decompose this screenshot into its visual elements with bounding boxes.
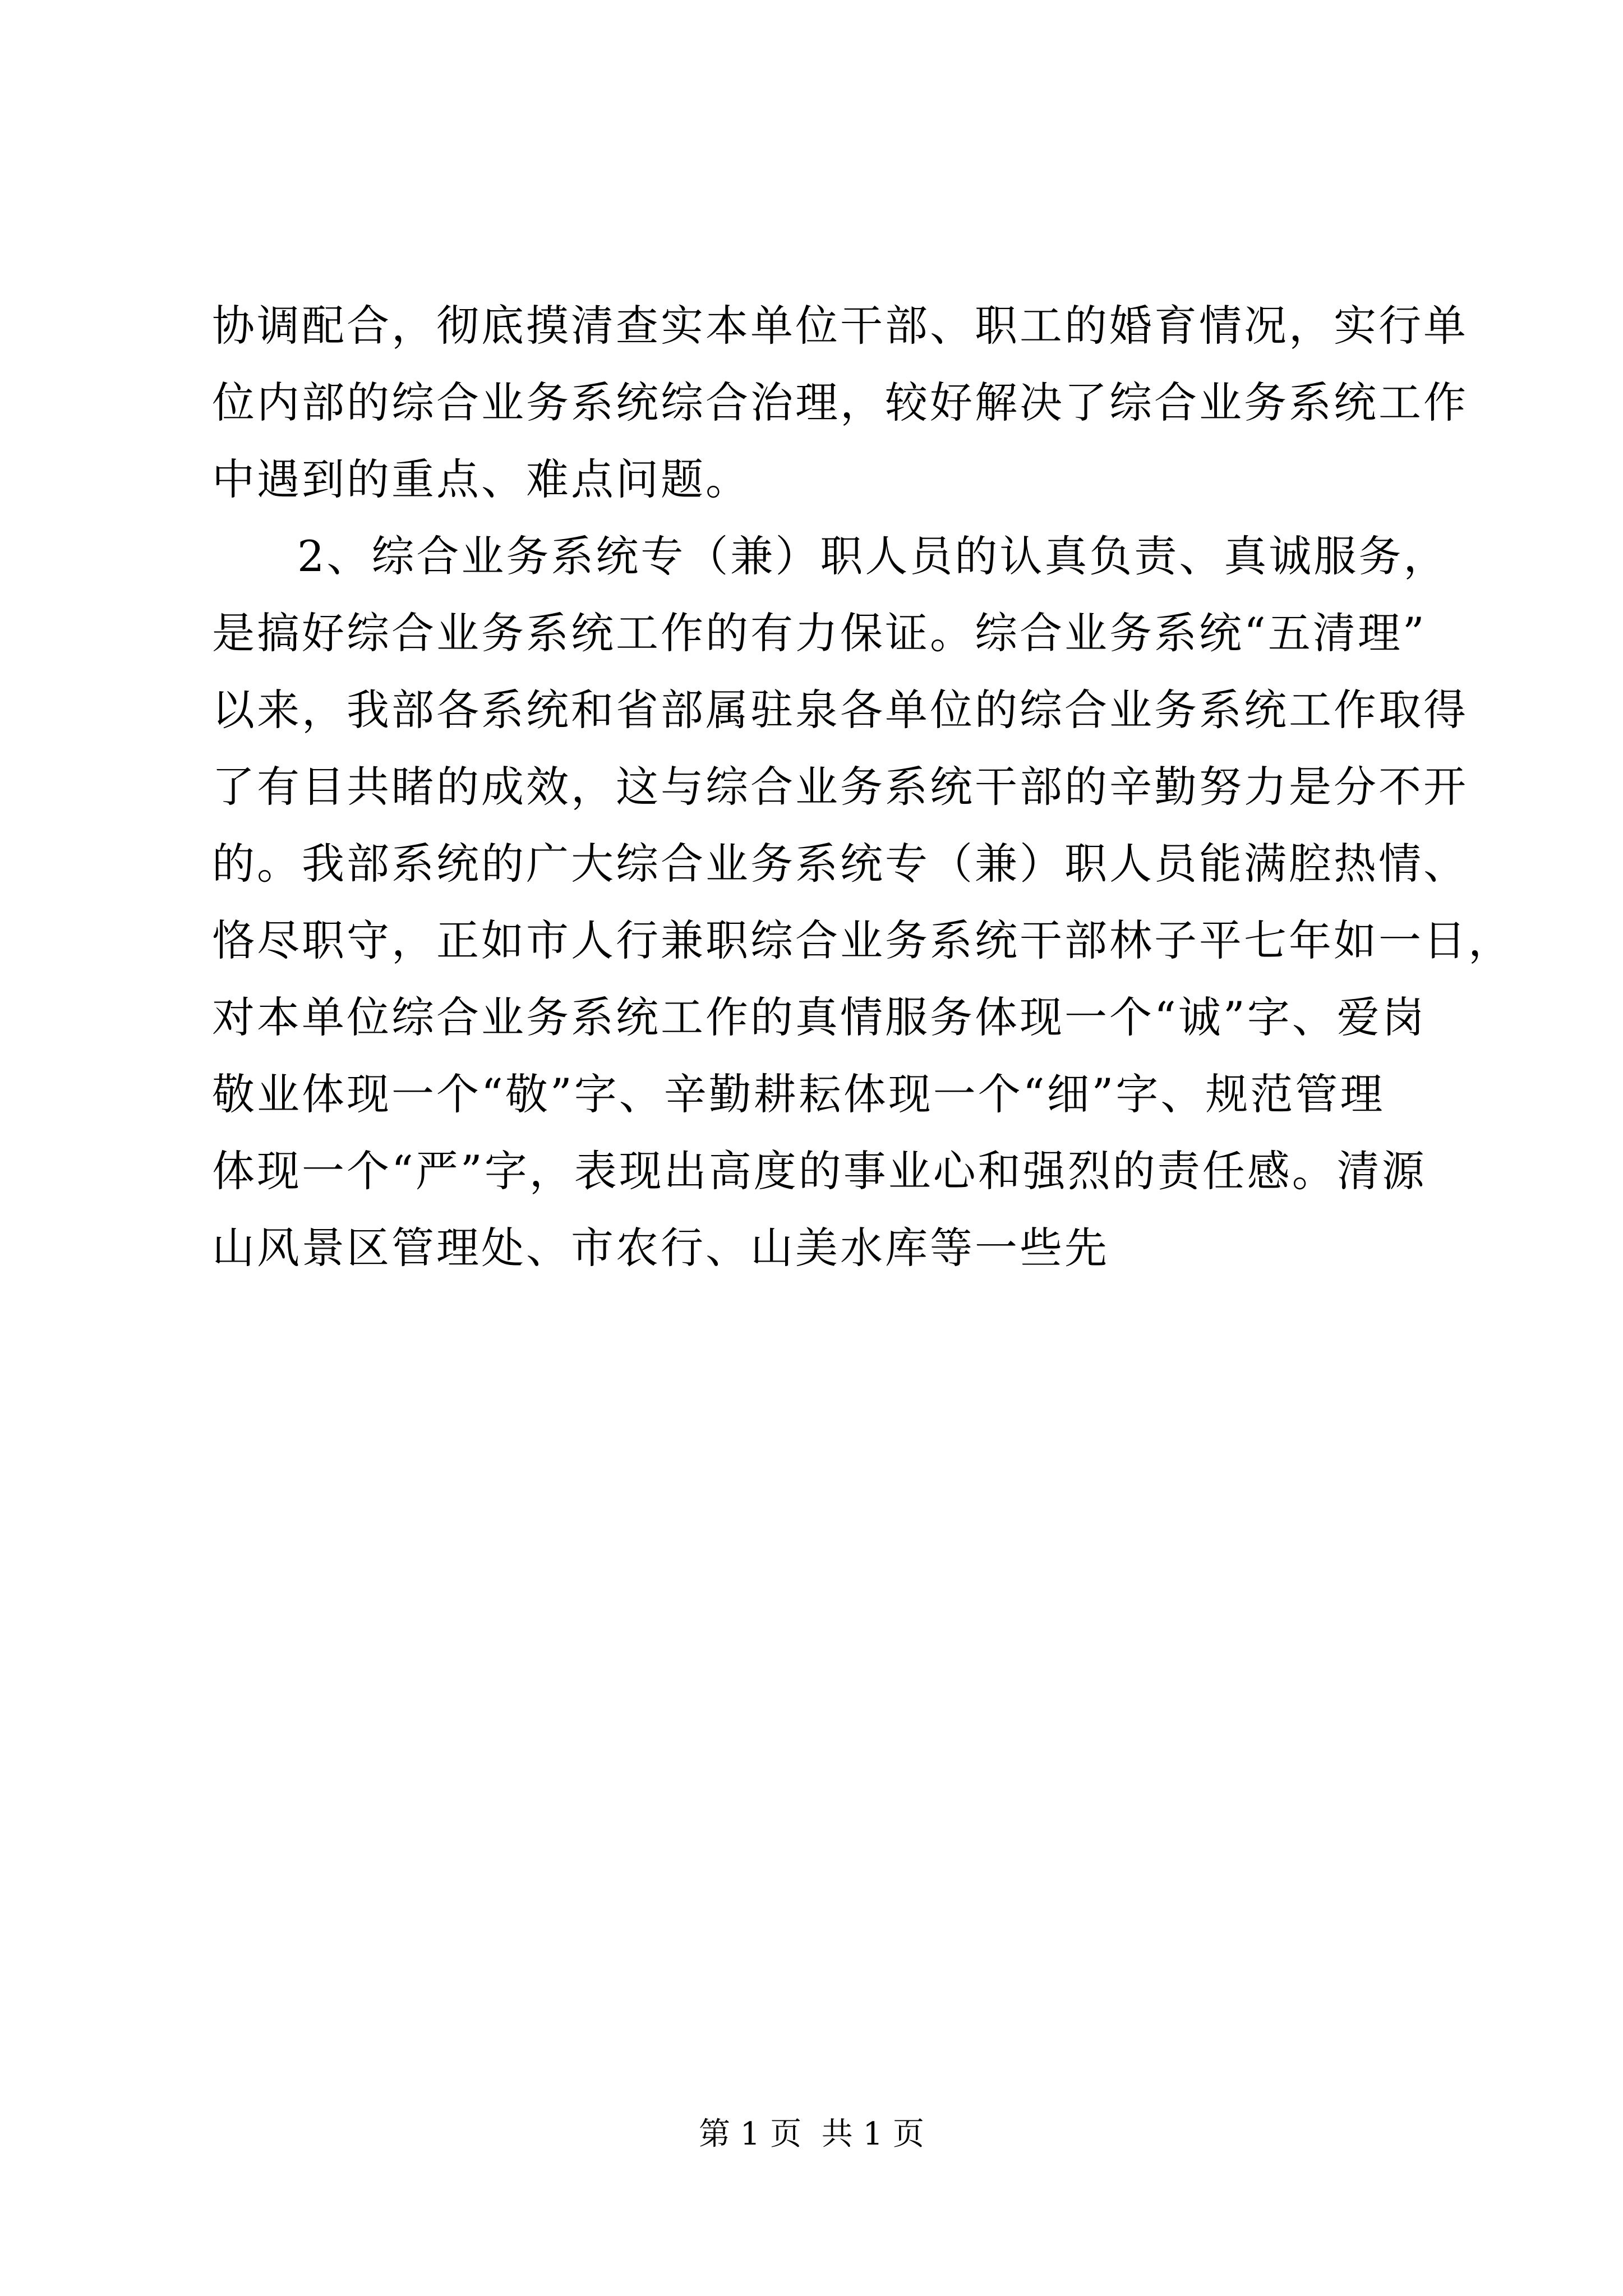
paragraph-2-first-line: 2、综合业务系统专（兼）职人员的认真负责、真诚服务，	[297, 531, 1449, 581]
text-line: 了有目共睹的成效，这与综合业务系统干部的辛勤努力是分不开	[212, 762, 1468, 812]
text-line: 体现一个“严”字，表现出高度的事业心和强烈的责任感。清源	[212, 1146, 1427, 1196]
text-line: 中遇到的重点、难点问题。	[212, 454, 750, 504]
body-text	[212, 287, 1513, 1286]
text-line: 是搞好综合业务系统工作的有力保证。综合业务系统“五清理”	[212, 608, 1427, 658]
text-line: 的。我部系统的广大综合业务系统专（兼）职人员能满腔热情、	[212, 839, 1468, 889]
page-number-footer: 第 1 页 共 1 页	[698, 2116, 925, 2152]
text-line: 位内部的综合业务系统综合治理，较好解决了综合业务系统工作	[212, 378, 1468, 427]
text-line: 恪尽职守，正如市人行兼职综合业务系统干部林子平七年如一日，	[212, 915, 1513, 965]
text-line: 山风景区管理处、市农行、山美水库等一些先	[212, 1223, 1109, 1273]
text-line: 敬业体现一个“敬”字、辛勤耕耘体现一个“细”字、规范管理	[212, 1069, 1385, 1119]
text-line: 对本单位综合业务系统工作的真情服务体现一个“诚”字、爱岗	[212, 992, 1427, 1042]
text-line: 以来，我部各系统和省部属驻泉各单位的综合业务系统工作取得	[212, 685, 1468, 735]
text-line: 协调配合，彻底摸清查实本单位干部、职工的婚育情况，实行单	[212, 301, 1468, 351]
